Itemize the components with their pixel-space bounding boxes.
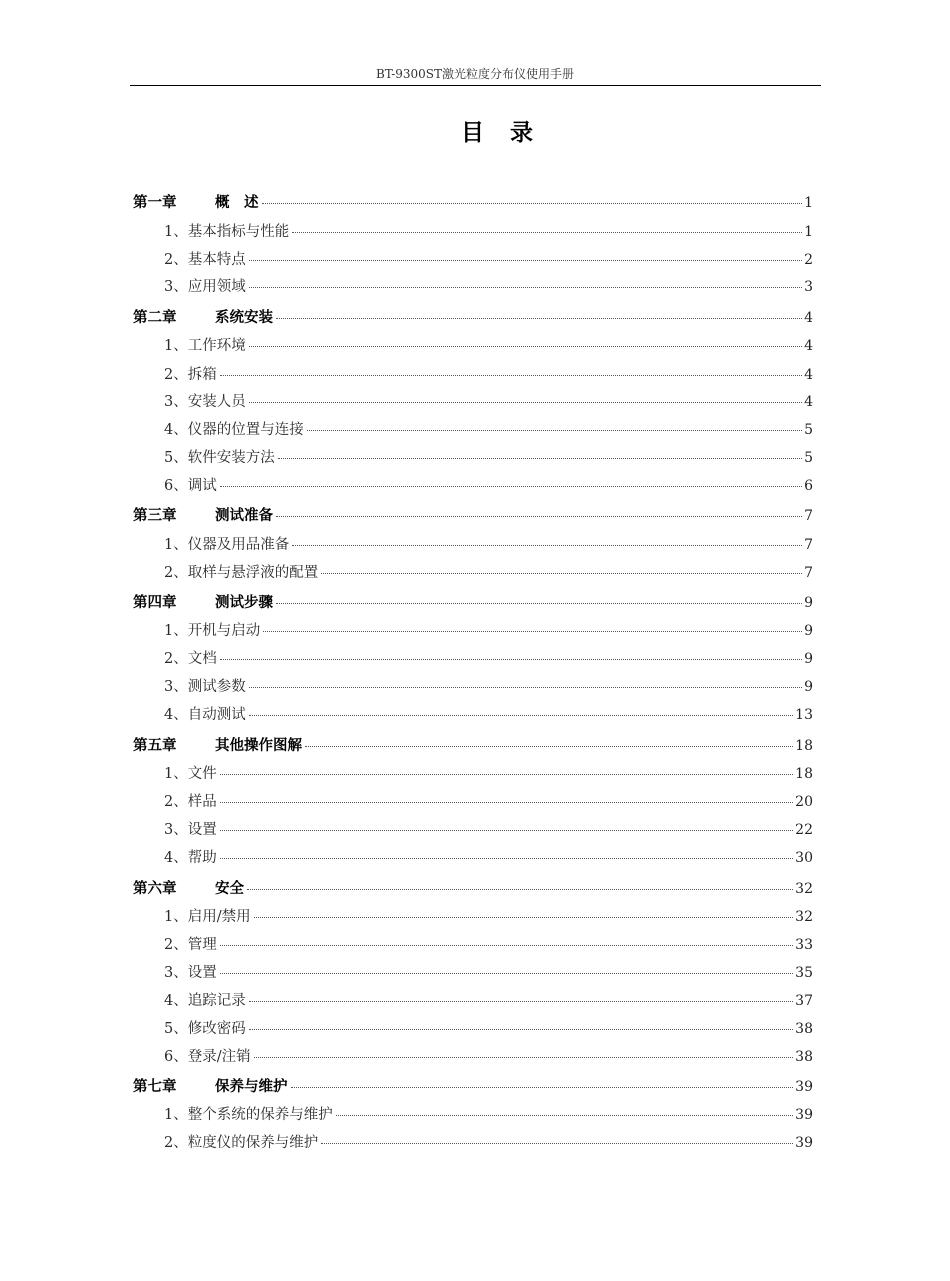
toc-section-row[interactable] [164,419,813,441]
toc-leader-dots [220,801,793,803]
toc-page-number: 4 [804,394,813,410]
toc-section-title: 2、样品 [164,794,217,810]
toc-section-row[interactable] [164,676,813,698]
toc-page-number: 9 [804,623,813,639]
toc-page-number: 38 [795,1021,813,1037]
toc-section-row[interactable] [164,990,813,1012]
toc-page-number: 18 [795,766,813,782]
toc-section-row[interactable] [164,906,813,928]
toc-section-title: 6、登录/注销 [164,1049,251,1065]
toc-section-title: 3、应用领域 [164,279,246,295]
toc-leader-dots [220,829,793,831]
toc-leader-dots [249,345,802,347]
toc-leader-dots [276,515,802,517]
toc-leader-dots [321,1142,793,1144]
toc-chapter-row[interactable] [133,192,813,214]
toc-chapter-title: 其他操作图解 [215,737,302,754]
toc-section-row[interactable] [164,934,813,956]
toc-leader-dots [249,401,802,403]
toc-chapter-number: 第一章 [133,194,177,211]
toc-section-title: 1、基本指标与性能 [164,224,290,240]
toc-section-title: 2、取样与悬浮液的配置 [164,565,319,581]
toc-section-row[interactable] [164,562,813,584]
toc-leader-dots [220,485,802,487]
toc-section-title: 2、基本特点 [164,252,246,268]
toc-chapter-number: 第四章 [133,594,177,611]
toc-chapter-number: 第二章 [133,309,177,326]
toc-chapter-number: 第三章 [133,507,177,524]
toc-page-number: 5 [804,422,813,438]
toc-section-title: 1、文件 [164,766,217,782]
toc-page-number: 20 [795,794,813,810]
toc-leader-dots [276,602,802,604]
toc-section-row[interactable] [164,763,813,785]
toc-page-number: 33 [795,937,813,953]
toc-section-row[interactable] [164,447,813,469]
toc-section-row[interactable] [164,791,813,813]
toc-chapter-title: 安全 [215,880,244,897]
toc-section-title: 2、拆箱 [164,367,217,383]
toc-chapter-number: 第七章 [133,1078,177,1095]
toc-chapter-title: 测试准备 [215,507,273,524]
toc-section-title: 1、启用/禁用 [164,909,251,925]
toc-section-row[interactable] [164,1104,813,1126]
toc-leader-dots [220,972,793,974]
toc-leader-dots [262,202,803,204]
toc-page-number: 7 [804,537,813,553]
toc-page-number: 37 [795,993,813,1009]
toc-section-title: 3、测试参数 [164,679,246,695]
toc-leader-dots [292,544,802,546]
toc-leader-dots [254,1056,794,1058]
toc-leader-dots [305,745,793,747]
toc-page-number: 30 [795,850,813,866]
toc-leader-dots [249,259,802,261]
toc-section-row[interactable] [164,1018,813,1040]
toc-leader-dots [249,714,793,716]
toc-leader-dots [292,231,802,233]
toc-section-row[interactable] [164,962,813,984]
toc-chapter-row[interactable] [133,505,813,527]
toc-leader-dots [254,916,794,918]
toc-page-number: 3 [804,279,813,295]
toc-section-title: 5、修改密码 [164,1021,246,1037]
toc-page-number: 4 [804,338,813,354]
toc-section-row[interactable] [164,648,813,670]
toc-page-number: 18 [795,738,813,754]
toc-page-number: 39 [795,1079,813,1095]
toc-chapter-title: 系统安装 [215,309,273,326]
toc-section-title: 1、整个系统的保养与维护 [164,1107,333,1123]
toc-chapter-number: 第五章 [133,737,177,754]
toc-section-title: 4、帮助 [164,850,217,866]
toc-leader-dots [220,374,802,376]
toc-chapter-row[interactable] [133,307,813,329]
toc-page-number: 6 [804,478,813,494]
toc-page-number: 22 [795,822,813,838]
toc-leader-dots [247,888,793,890]
toc-section-title: 5、软件安装方法 [164,450,275,466]
running-header: BT-9300ST激光粒度分布仪使用手册 [375,67,575,81]
toc-section-title: 1、开机与启动 [164,623,261,639]
toc-page-number: 32 [795,881,813,897]
toc-section-title: 4、仪器的位置与连接 [164,422,304,438]
toc-leader-dots [249,1028,793,1030]
toc-chapter-title: 保养与维护 [215,1078,288,1095]
toc-leader-dots [220,944,793,946]
toc-section-title: 2、管理 [164,937,217,953]
toc-section-title: 1、仪器及用品准备 [164,537,290,553]
toc-section-row[interactable] [164,221,813,243]
toc-section-title: 3、设置 [164,965,217,981]
toc-section-row[interactable] [164,1046,813,1068]
toc-section-title: 4、自动测试 [164,707,246,723]
toc-chapter-number: 第六章 [133,880,177,897]
toc-leader-dots [249,1000,793,1002]
toc-section-row[interactable] [164,276,813,298]
toc-leader-dots [291,1086,794,1088]
toc-section-row[interactable] [164,704,813,726]
toc-page-number: 39 [795,1135,813,1151]
toc-leader-dots [220,658,802,660]
page-title: 目录 [461,119,559,146]
toc-chapter-row[interactable] [133,735,813,757]
toc-chapter-row[interactable] [133,1076,813,1098]
toc-leader-dots [307,429,802,431]
toc-section-title: 2、文档 [164,651,217,667]
toc-page-number: 4 [804,367,813,383]
toc-section-row[interactable] [164,391,813,413]
toc-leader-dots [249,286,802,288]
toc-section-row[interactable] [164,249,813,271]
toc-page-number: 5 [804,450,813,466]
toc-page-number: 35 [795,965,813,981]
toc-leader-dots [249,686,802,688]
toc-page-number: 9 [804,679,813,695]
toc-chapter-row[interactable] [133,592,813,614]
toc-section-title: 6、调试 [164,478,217,494]
toc-page-number: 9 [804,651,813,667]
toc-page-number: 4 [804,310,813,326]
toc-page-number: 13 [795,707,813,723]
toc-page-number: 7 [804,565,813,581]
toc-section-title: 3、设置 [164,822,217,838]
toc-section-row[interactable] [164,335,813,357]
toc-section-title: 4、追踪记录 [164,993,246,1009]
toc-section-row[interactable] [164,534,813,556]
toc-leader-dots [276,317,802,319]
toc-page-number: 9 [804,595,813,611]
toc-page-number: 1 [804,195,813,211]
toc-section-row[interactable] [164,819,813,841]
toc-section-title: 2、粒度仪的保养与维护 [164,1135,319,1151]
toc-leader-dots [336,1114,793,1116]
toc-section-row[interactable] [164,364,813,386]
toc-section-title: 1、工作环境 [164,338,246,354]
toc-section-title: 3、安装人员 [164,394,246,410]
toc-section-row[interactable] [164,1132,813,1154]
toc-leader-dots [278,457,802,459]
toc-section-row[interactable] [164,620,813,642]
toc-leader-dots [321,572,802,574]
toc-page-number: 39 [795,1107,813,1123]
toc-leader-dots [263,630,802,632]
toc-chapter-title: 测试步骤 [215,594,273,611]
toc-leader-dots [220,773,793,775]
toc-leader-dots [220,857,793,859]
toc-section-row[interactable] [164,847,813,869]
toc-section-row[interactable] [164,475,813,497]
toc-page-number: 32 [795,909,813,925]
toc-page-number: 2 [804,252,813,268]
toc-page-number: 7 [804,508,813,524]
toc-chapter-title: 概 述 [215,194,259,211]
toc-chapter-row[interactable] [133,878,813,900]
toc-page-number: 1 [804,224,813,240]
toc-page-number: 38 [795,1049,813,1065]
